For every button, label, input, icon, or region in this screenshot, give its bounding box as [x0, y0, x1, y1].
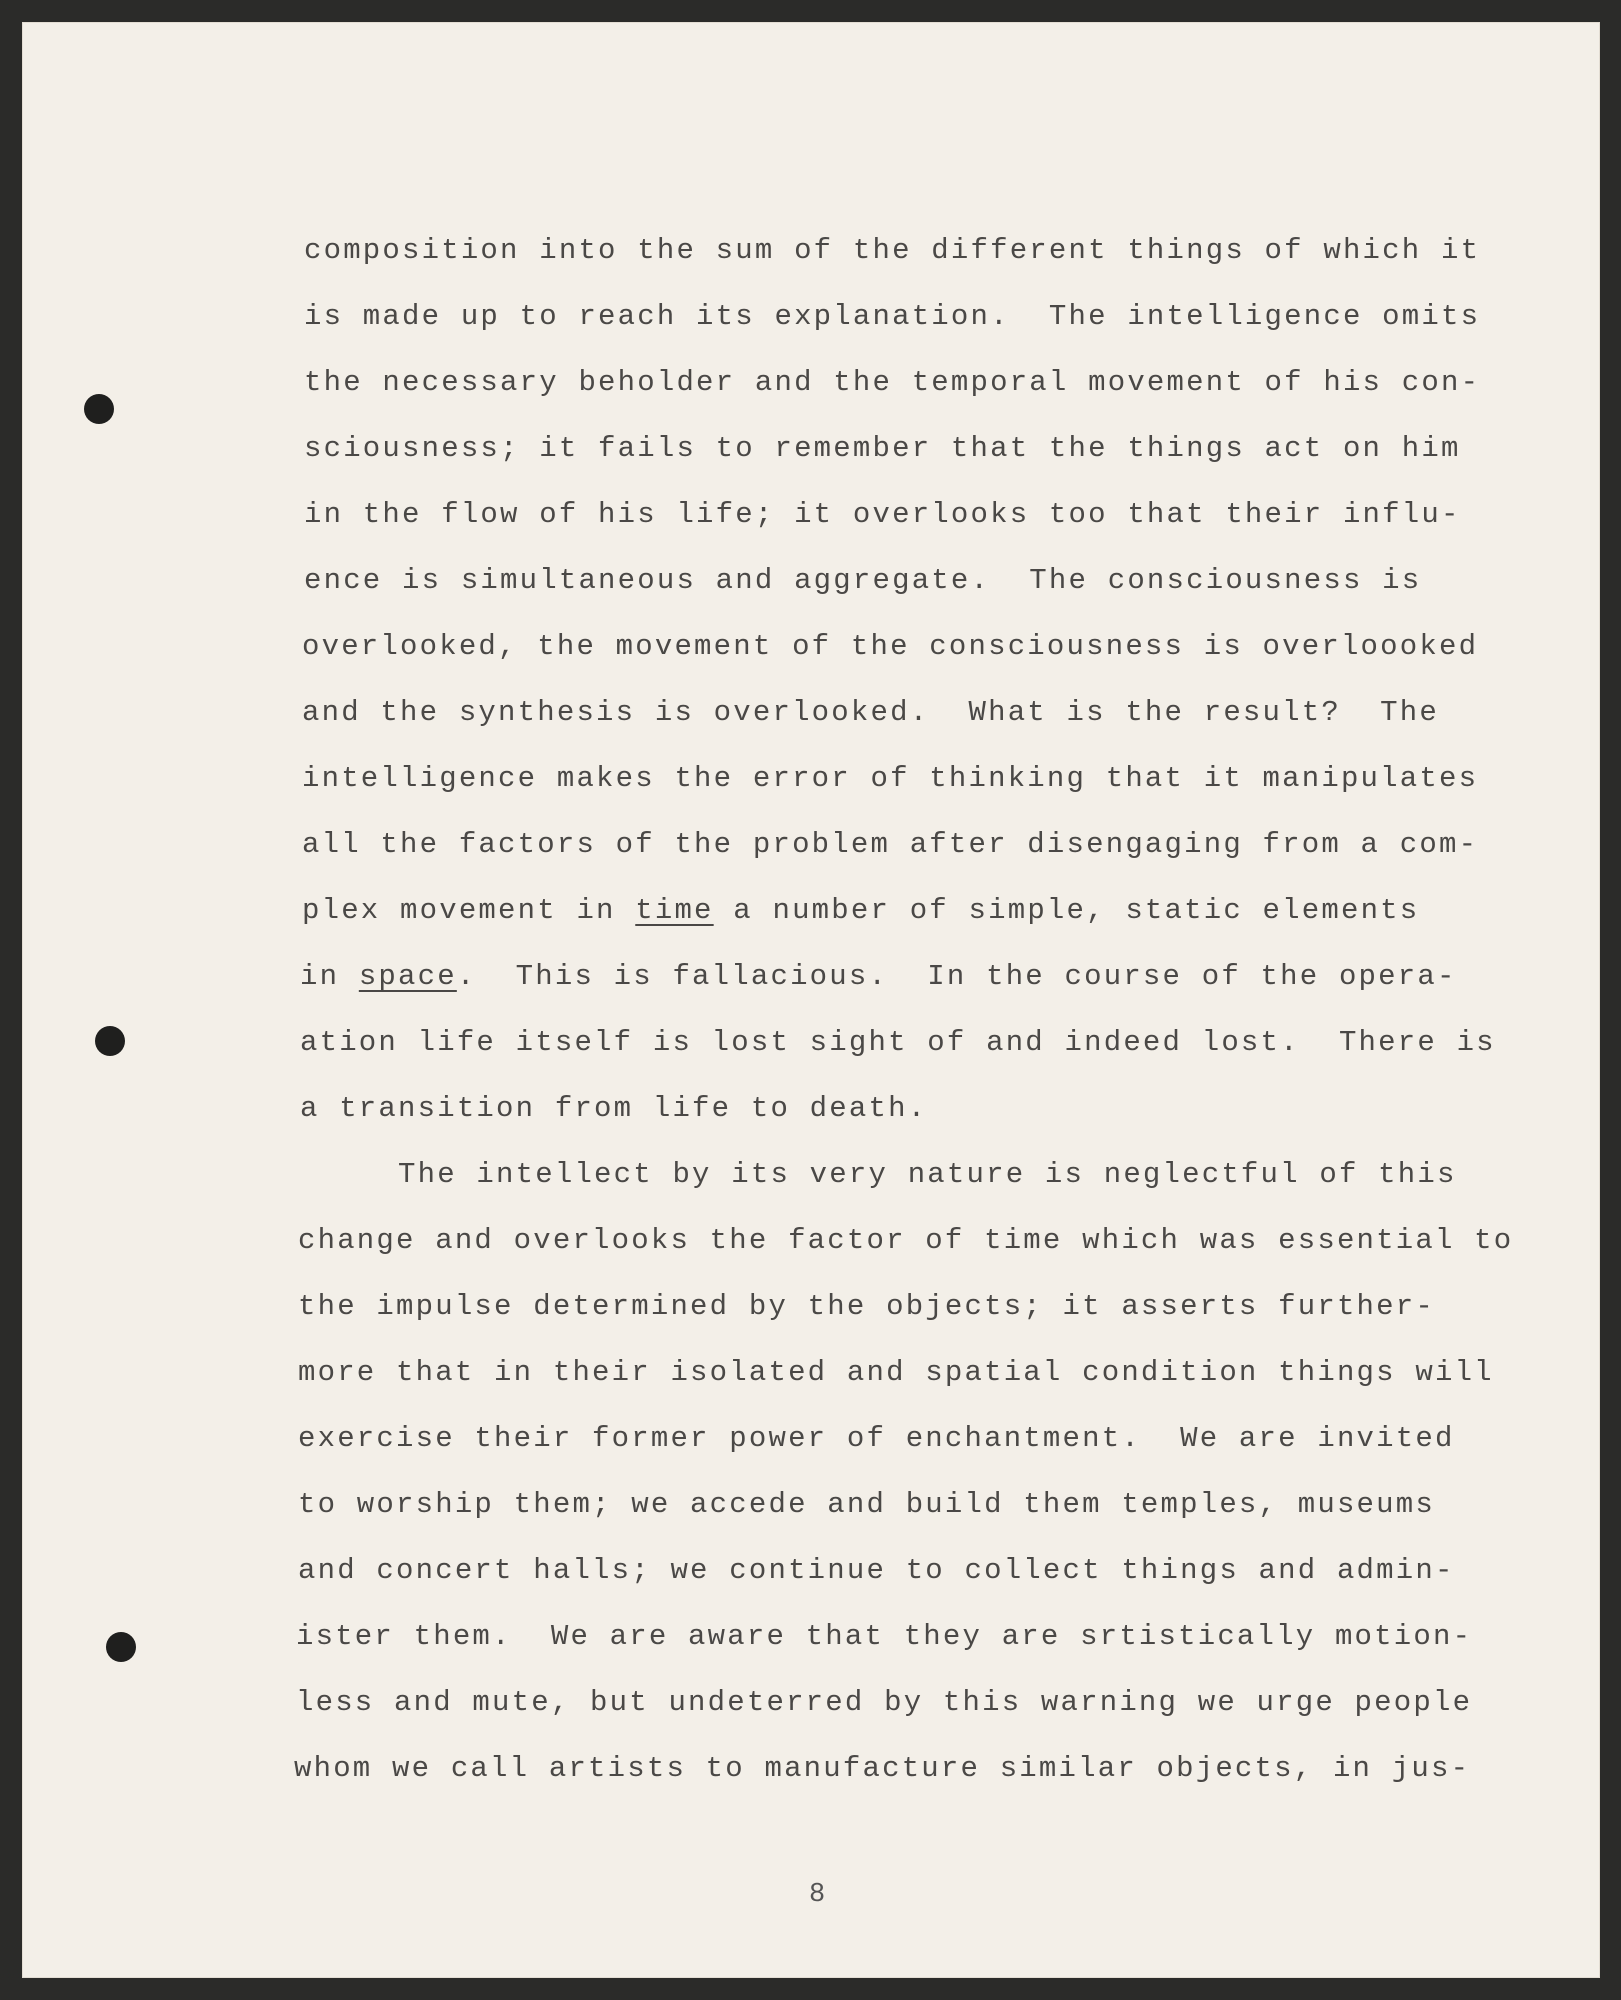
text-segment: a number of simple, static elements: [713, 894, 1420, 927]
text-line: and the synthesis is overlooked. What is the result? The: [302, 696, 1439, 729]
text-line: less and mute, but undeterred by this warning we urge people: [296, 1686, 1473, 1719]
text-line: is made up to reach its explanation. The intelligence omits: [304, 300, 1481, 333]
text-segment: plex movement in: [302, 894, 636, 927]
text-line: The intellect by its very nature is neglectful of this: [300, 1158, 1457, 1191]
punch-hole-top: [84, 394, 114, 424]
text-line: in the flow of his life; it overlooks too that their influ-: [304, 498, 1461, 531]
text-line: exercise their former power of enchantment. We are invited: [298, 1422, 1455, 1455]
text-line: sciousness; it fails to remember that the things act on him: [304, 432, 1461, 465]
text-line: [300, 962, 1457, 991]
punch-hole-middle: [95, 1026, 125, 1056]
text-line: overlooked, the movement of the consciousness is overloooked: [302, 630, 1479, 663]
text-line: to worship them; we accede and build them temples, museums: [298, 1488, 1435, 1521]
text-line: the necessary beholder and the temporal movement of his con-: [304, 366, 1481, 399]
text-line: the impulse determined by the objects; it asserts further-: [298, 1290, 1435, 1323]
text-line: change and overlooks the factor of time which was essential to: [298, 1224, 1514, 1257]
text-line: a transition from life to death.: [300, 1092, 928, 1125]
document-page: [22, 22, 1600, 1978]
underlined-word-space: space: [358, 960, 457, 993]
underlined-word-time: time: [635, 894, 714, 927]
text-line: ister them. We are aware that they are srtistically motion-: [296, 1620, 1473, 1653]
text-line: more that in their isolated and spatial condition things will: [298, 1356, 1494, 1389]
text-segment: . This is fallacious. In the course of the opera-: [456, 960, 1457, 993]
text-segment: in: [300, 960, 359, 993]
text-line: and concert halls; we continue to collect things and admin-: [298, 1554, 1455, 1587]
text-line: whom we call artists to manufacture similar objects, in jus-: [294, 1752, 1471, 1785]
page-number: 8: [809, 1880, 826, 1910]
text-line: composition into the sum of the different things of which it: [304, 234, 1481, 267]
text-line: ence is simultaneous and aggregate. The consciousness is: [304, 564, 1422, 597]
text-line: ation life itself is lost sight of and indeed lost. There is: [300, 1026, 1496, 1059]
punch-hole-bottom: [106, 1632, 136, 1662]
text-line: [302, 896, 1419, 925]
text-line: all the factors of the problem after disengaging from a com-: [302, 828, 1479, 861]
text-line: intelligence makes the error of thinking that it manipulates: [302, 762, 1479, 795]
